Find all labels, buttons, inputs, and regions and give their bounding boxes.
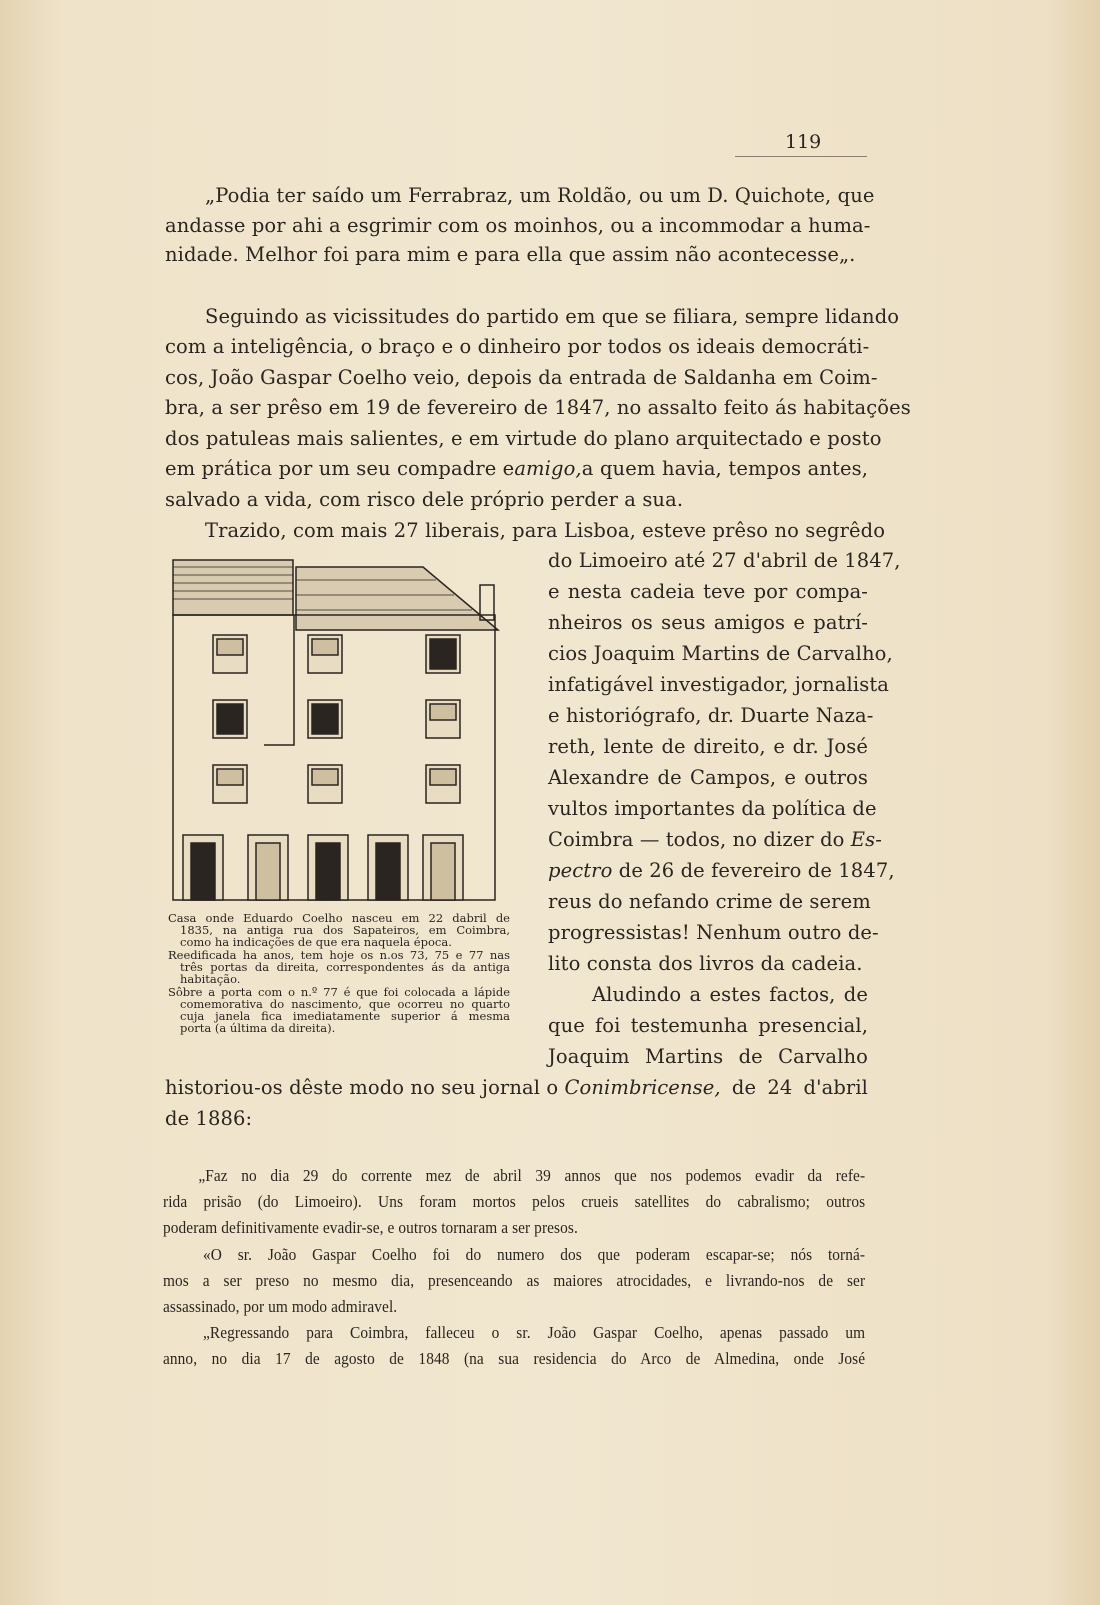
text-line: Alexandre de Campos, e outros bbox=[548, 766, 868, 789]
italic-span: amigo, bbox=[514, 457, 582, 480]
door bbox=[431, 843, 455, 900]
caption-line: Sôbre a porta com o n.º 77 é que foi colocada a lápide bbox=[168, 985, 510, 999]
window-pane bbox=[217, 704, 243, 734]
text-line: do Limoeiro até 27 d'abril de 1847, bbox=[548, 549, 901, 572]
window-pane bbox=[312, 639, 338, 655]
door bbox=[316, 843, 340, 900]
text-line: nidade. Melhor foi para mim e para ella que assim não acontecesse„. bbox=[165, 243, 856, 266]
window-pane bbox=[217, 639, 243, 655]
italic-span: Es- bbox=[850, 828, 882, 851]
text-line: e historiógrafo, dr. Duarte Naza- bbox=[548, 704, 874, 727]
window-pane bbox=[312, 704, 338, 734]
text-line: com a inteligência, o braço e o dinheiro por todos os ideais democráti- bbox=[165, 335, 870, 358]
text-line: cios Joaquim Martins de Carvalho, bbox=[548, 642, 893, 665]
text-line: Trazido, com mais 27 liberais, para Lisboa, esteve prêso no segrêdo bbox=[205, 519, 886, 542]
text-line: de 1886: bbox=[165, 1107, 253, 1130]
text-span: historiou-os dêste modo no seu jornal o bbox=[165, 1076, 565, 1099]
text-line: dos patuleas mais salientes, e em virtude do plano arquitectado e posto bbox=[165, 427, 882, 450]
text-line: «O sr. João Gaspar Coelho foi do numero dos que poderam escapar-se; nós torná- bbox=[202, 1245, 866, 1264]
page-number: 119 bbox=[785, 131, 822, 153]
door bbox=[191, 843, 215, 900]
text-line: e nesta cadeia teve por compa- bbox=[548, 580, 868, 603]
text-line: cos, João Gaspar Coelho veio, depois da entrada de Saldanha em Coim- bbox=[165, 366, 878, 389]
caption-line: Reedificada ha anos, tem hoje os n.os 73, 75 e 77 nas bbox=[168, 948, 510, 962]
text-line: rida prisão (do Limoeiro). Uns foram mortos pelos crueis satellites do cabralismo; outros bbox=[163, 1192, 866, 1211]
text-line: lito consta dos livros da cadeia. bbox=[548, 952, 863, 975]
window-pane bbox=[217, 769, 243, 785]
italic-span: pectro bbox=[548, 859, 613, 882]
header-rule bbox=[735, 156, 867, 157]
text-line: assassinado, por um modo admiravel. bbox=[163, 1297, 398, 1316]
text-line: poderam definitivamente evadir-se, e outros tornaram a ser presos. bbox=[163, 1218, 578, 1237]
house-illustration bbox=[168, 555, 503, 905]
text-line bbox=[165, 457, 868, 481]
text-line: „Regressando para Coimbra, falleceu o sr. João Gaspar Coelho, apenas passado um bbox=[202, 1323, 866, 1342]
caption-line: comemorativa do nascimento, que ocorreu no quarto bbox=[180, 997, 510, 1011]
window-pane bbox=[430, 769, 456, 785]
window-pane bbox=[430, 639, 456, 669]
text-line: „Podia ter saído um Ferrabraz, um Roldão, ou um D. Quichote, que bbox=[205, 184, 875, 207]
text-line: Aludindo a estes factos, de bbox=[592, 983, 868, 1006]
text-line: salvado a vida, com risco dele próprio perder a sua. bbox=[165, 488, 684, 511]
window-pane bbox=[430, 704, 456, 720]
text-line: progressistas! Nenhum outro de- bbox=[548, 921, 879, 944]
text-line: anno, no dia 17 de agosto de 1848 (na sua residencia do Arco de Almedina, onde José bbox=[163, 1349, 866, 1368]
text-span: de 24 d'abril bbox=[720, 1076, 868, 1099]
text-span: Coimbra — todos, no dizer do bbox=[548, 828, 851, 851]
window-pane bbox=[312, 769, 338, 785]
text-line: „Faz no dia 29 do corrente mez de abril 39 annos que nos podemos evadir da refe- bbox=[198, 1166, 866, 1185]
text-line: infatigável investigador, jornalista bbox=[548, 673, 889, 696]
text-line: mos a ser preso no mesmo dia, presenceando as maiores atrocidades, e livrando-nos de ser bbox=[163, 1271, 866, 1290]
text-line: reus do nefando crime de serem bbox=[548, 890, 871, 913]
text-span: em prática por um seu compadre e bbox=[165, 457, 515, 480]
caption-line: três portas da direita, correspondentes ás da antiga bbox=[180, 960, 510, 974]
text-span: de 26 de fevereiro de 1847, bbox=[612, 859, 895, 882]
text-line: reth, lente de direito, e dr. José bbox=[548, 735, 868, 758]
door bbox=[376, 843, 400, 900]
text-line: Seguindo as vicissitudes do partido em que se filiara, sempre lidando bbox=[205, 305, 900, 328]
caption-line: cuja janela fica imediatamente superior á mesma bbox=[180, 1009, 510, 1023]
caption-line: 1835, na antiga rua dos Sapateiros, em Coimbra, bbox=[180, 923, 510, 937]
caption-line: como ha indicações de que era naquela época. bbox=[180, 935, 452, 949]
text-line bbox=[165, 1076, 868, 1100]
text-line: que foi testemunha presencial, bbox=[548, 1014, 868, 1037]
text-line: vultos importantes da política de bbox=[548, 797, 877, 820]
text-span: a quem havia, tempos antes, bbox=[581, 457, 868, 480]
text-line bbox=[548, 859, 895, 883]
caption-line: habitação. bbox=[180, 972, 241, 986]
italic-span: Conimbricense, bbox=[564, 1076, 721, 1099]
text-line bbox=[548, 828, 882, 852]
caption-line: Casa onde Eduardo Coelho nasceu em 22 dabril de bbox=[168, 911, 510, 925]
text-line: bra, a ser prêso em 19 de fevereiro de 1847, no assalto feito ás habitações bbox=[165, 396, 911, 419]
caption-line: porta (a última da direita). bbox=[180, 1021, 336, 1035]
door bbox=[256, 843, 280, 900]
text-line: Joaquim Martins de Carvalho bbox=[548, 1045, 868, 1068]
text-line: nheiros os seus amigos e patrí- bbox=[548, 611, 868, 634]
text-line: andasse por ahi a esgrimir com os moinhos, ou a incommodar a huma- bbox=[165, 214, 871, 237]
